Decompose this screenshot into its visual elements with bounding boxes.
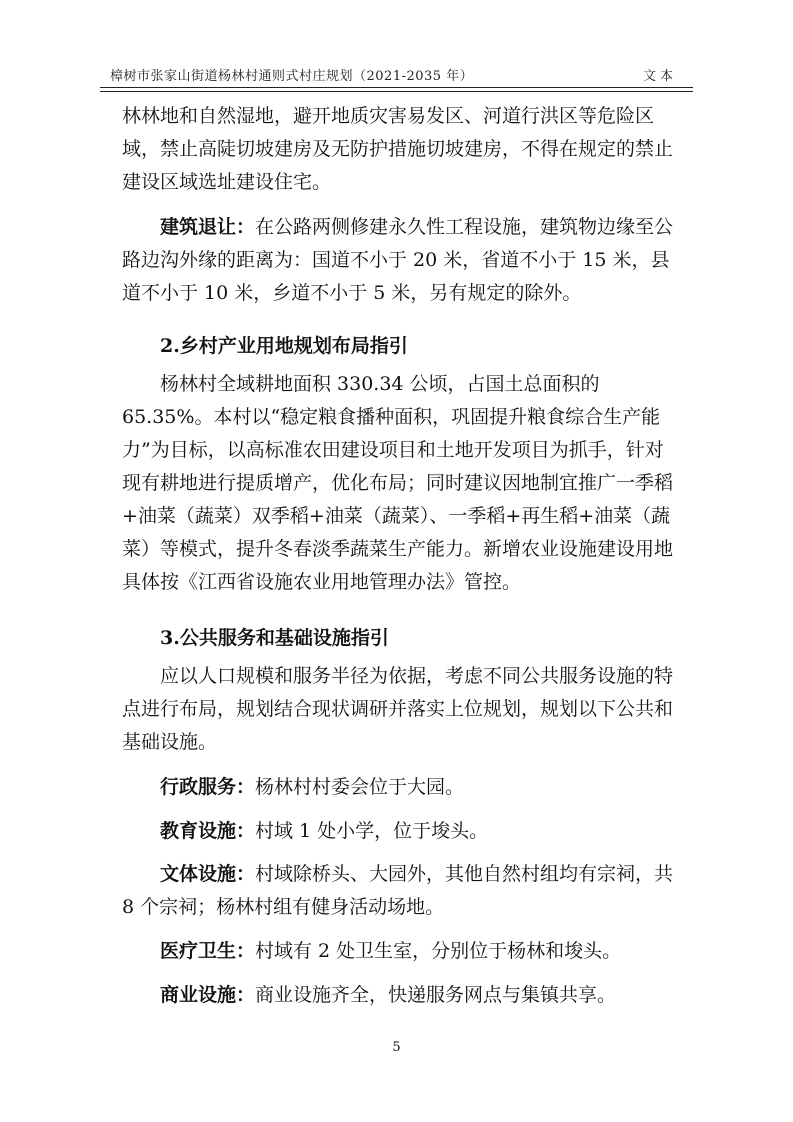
page-header — [100, 63, 693, 85]
section-heading-public-services: 3.公共服务和基础设施指引 — [160, 627, 389, 649]
paragraph-commerce — [122, 979, 682, 1012]
page-number: 5 — [392, 1040, 401, 1055]
paragraph-building-setback — [122, 211, 682, 310]
section-heading-industry: 2.乡村产业用地规划布局指引 — [160, 335, 408, 357]
building-setback-label: 建筑退让： — [160, 216, 256, 238]
admin-services-label: 行政服务： — [160, 776, 256, 798]
paragraph-education — [122, 815, 682, 848]
culture-sports-text: 村域除桥头、大园外，其他自然村组均有宗祠，共 8 个宗祠；杨林村组有健身活动场地。 — [122, 863, 674, 918]
commerce-text: 商业设施齐全，快递服务网点与集镇共享。 — [255, 984, 617, 1006]
paragraph-medical — [122, 935, 682, 968]
education-text: 村域 1 处小学，位于埈头。 — [255, 820, 489, 842]
admin-services-text: 杨林村村委会位于大园。 — [255, 776, 465, 798]
culture-sports-label: 文体设施： — [160, 863, 256, 885]
document-type-label: 文本 — [642, 69, 677, 84]
building-setback-text: 在公路两侧修建永久性工程设施，建筑物边缘至公路边沟外缘的距离为：国道不小于 20 米，省道不小于 15 米，县道不小于 10 米，乡道不小于 5 米，另有规定的除外。 — [122, 216, 674, 304]
commerce-label: 商业设施： — [160, 984, 256, 1006]
paragraph-admin-services — [122, 771, 682, 804]
paragraph-farmland: 杨林村全域耕地面积 330.34 公顷，占国土总面积的 65.35%。本村以“稳定粮食播种面积，巩固提升粮食综合生产能力”为目标，以高标准农田建设项目和土地开发项目为抓手，针对现有耕地进行提质增产，优化布局；同时建议因地制宜推广一季稻+油菜（蔬菜）双季稻+油菜（蔬菜）、一季稻+再生稻+油菜（蔬菜）等模式，提升冬春淡季蔬菜生产能力。新增农业设施建设用地具体按《江西省设施农业用地管理办法》管控。 — [122, 373, 674, 593]
paragraph-culture-sports — [122, 858, 682, 924]
medical-label: 医疗卫生： — [160, 940, 256, 962]
header-rule-thin — [100, 91, 693, 92]
education-label: 教育设施： — [160, 820, 256, 842]
paragraph-continuation: 林林地和自然湿地，避开地质灾害易发区、河道行洪区等危险区域，禁止高陡切坡建房及无防护措施切坡建房，不得在规定的禁止建设区域选址建设住宅。 — [122, 105, 674, 193]
document-title: 樟树市张家山街道杨林村通则式村庄规划（2021-2035 年） — [110, 69, 474, 84]
paragraph-public-services-intro: 应以人口规模和服务半径为依据，考虑不同公共服务设施的特点进行布局，规划结合现状调研并落实上位规划，规划以下公共和基础设施。 — [122, 665, 674, 753]
medical-text: 村域有 2 处卫生室，分别位于杨林和埈头。 — [255, 940, 622, 962]
header-rule — [100, 87, 693, 88]
